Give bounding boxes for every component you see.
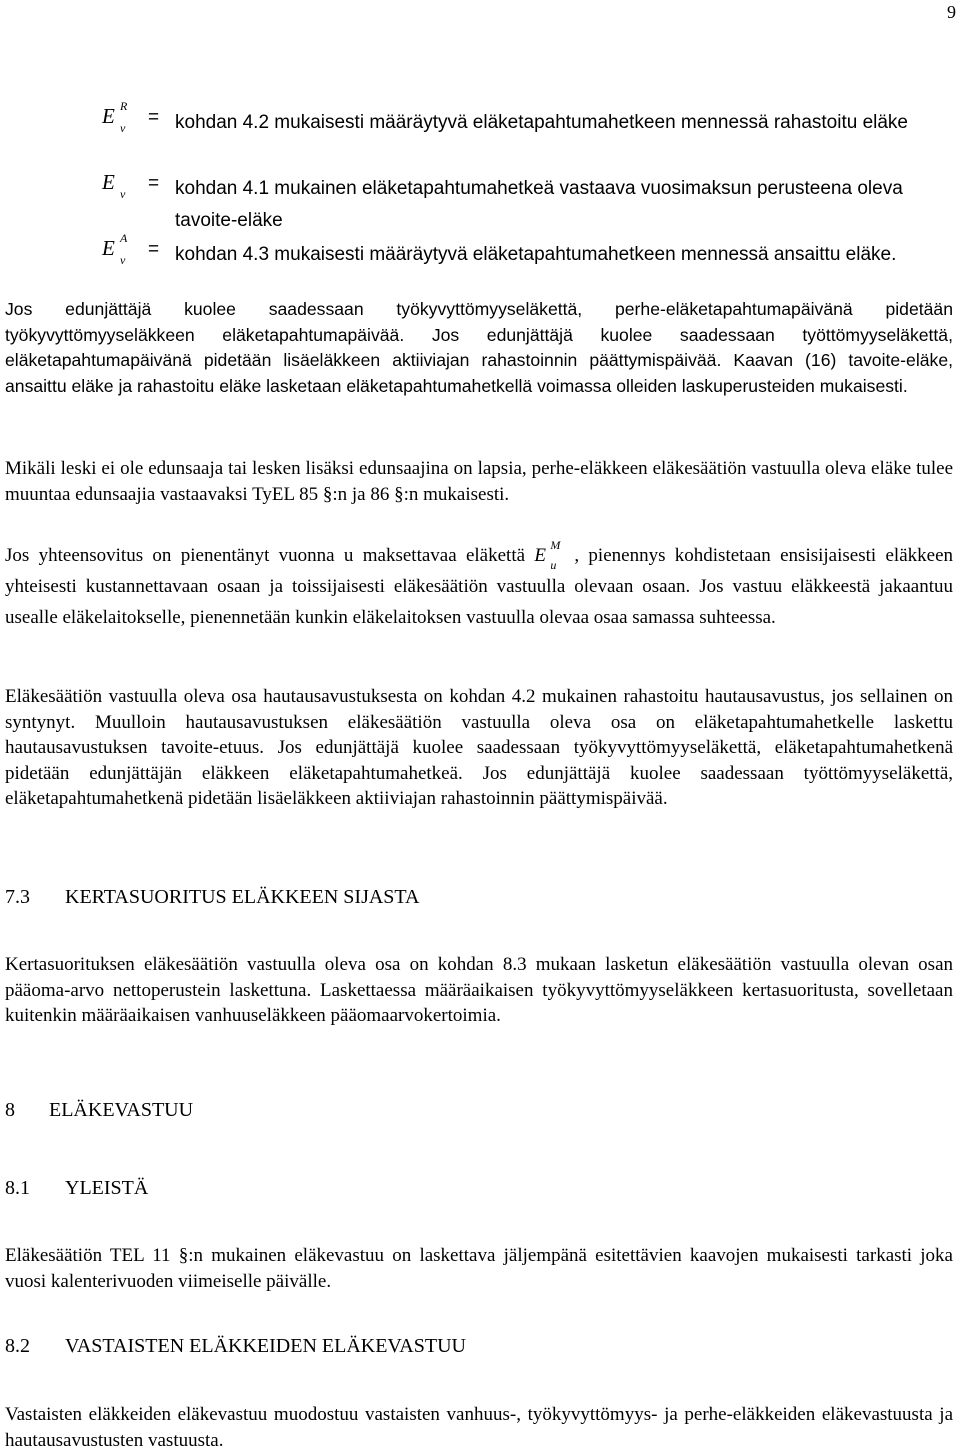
paragraph-future-pensions: Vastaisten eläkkeiden eläkevastuu muodostuu vastaisten vanhuus-, työkyvyttömyys- ja perhe-eläkkeiden eläkevastuusta ja hautausavustusten vastuusta.	[5, 1404, 953, 1451]
page-number: 9	[947, 2, 956, 22]
equals-sign: =	[148, 239, 160, 260]
definition-row	[0, 231, 960, 301]
definition-text: kohdan 4.3 mukaisesti määräytyvä eläketapahtumahetkeen mennessä ansaittu eläke.	[175, 244, 897, 265]
definition-text: kohdan 4.2 mukaisesti määräytyvä eläketapahtumahetkeen mennessä rahastoitu eläke	[175, 112, 908, 133]
equals-sign: =	[148, 107, 160, 128]
definition-row	[0, 169, 960, 235]
definition-list	[0, 99, 960, 301]
paragraph-general: Eläkesäätiön TEL 11 §:n mukainen eläkevastuu on laskettava jäljempänä esitettävien kaavojen mukaisesti tarkasti joka vuosi kalenterivuoden viimeiselle päivälle.	[5, 1245, 953, 1292]
paragraph-funeral-grant: Eläkesäätiön vastuulla oleva osa hautausavustuksesta on kohdan 4.2 mukainen rahastoitu hautausavustus, jos sellainen on syntynyt. Muulloin hautausavustuksen eläkesäätiön vastuulla oleva osa on eläketapahtumahetkelle laskettu hautausavustuksen tavoite-etuus. Jos edunjättäjä kuolee saadessaan työkyvyttömyyseläkettä, eläketapahtumahetkenä pidetään edunjättäjän eläkkeen eläketapahtumahetkeä. Jos edunjättäjä kuolee saadessaan työttömyyseläkettä, eläketapahtumahetkenä pidetään lisäeläkkeen aktiiviajan rahastoinnin päättymispäivää.	[5, 686, 953, 809]
paragraph-coordination: Jos yhteensovitus on pienentänyt vuonna u maksettavaa eläkettä E M u , pienennys kohdistetaan ensisijaisesti eläkkeen yhteisesti kustannettavaan osaan ja toissijaisesti eläkesäätiön vastuulla olevaan osaan. Jos vastuu eläkkeestä jakaantuu usealle eläkelaitokselle, pienennetään kunkin eläkelaitoksen vastuulla olevaa osaa samassa suhteessa.	[5, 538, 954, 628]
symbol-e-u-m: E M u	[534, 538, 561, 572]
paragraph-lump-sum: Kertasuorituksen eläkesäätiön vastuulla oleva osa on kohdan 8.3 mukaan lasketun eläkesäätiön vastuulla olevan osan pääoma-arvo nettoperustein laskettuna. Laskettaessa määräaikaisen työkyvyttömyyseläkkeen kertasuoritusta, sovelletaan kuitenkin määräaikaisen vanhuuseläkkeen pääomaarvokertoimia.	[5, 954, 953, 1026]
paragraph-death-during-pension: Jos edunjättäjä kuolee saadessaan työkyvyttömyyseläkettä, perhe-eläketapahtumapäivänä pidetään työkyvyttömyyseläkkeen eläketapahtumapäivää. Jos edunjättäjä kuolee saadessaan työttömyyseläkettä, eläketapahtumapäivänä pidetään lisäeläkkeen aktiiviajan rahastoinnin päättymispäivää. Kaavan (16) tavoite-eläke, ansaittu eläke ja rahastoitu eläke lasketaan eläketapahtumahetkellä voimassa olleiden laskuperusteiden mukaisesti.	[5, 299, 953, 396]
symbol-e-v: E v	[102, 170, 126, 201]
symbol-e-v-a: E A v	[102, 231, 128, 267]
section-heading-7-3: 7.3 KERTASUORITUS ELÄKKEEN SIJASTA	[5, 886, 420, 908]
section-heading-8-1: 8.1 YLEISTÄ	[5, 1177, 149, 1199]
definition-row	[0, 99, 960, 169]
equals-sign: =	[148, 173, 160, 194]
paragraph-widow-beneficiary: Mikäli leski ei ole edunsaaja tai lesken lisäksi edunsaajina on lapsia, perhe-eläkkeen eläkesäätiön vastuulla oleva eläke tulee muuntaa edunsaajia vastaavaksi TyEL 85 §:n ja 86 §:n mukaisesti.	[5, 458, 953, 505]
definition-text: kohdan 4.1 mukainen eläketapahtumahetkeä vastaava vuosimaksun perusteena oleva tavoite-eläke	[175, 178, 903, 231]
symbol-e-v-r: E R v	[102, 99, 128, 135]
section-heading-8-2: 8.2 VASTAISTEN ELÄKKEIDEN ELÄKEVASTUU	[5, 1335, 466, 1357]
section-heading-8: 8 ELÄKEVASTUU	[5, 1099, 194, 1121]
